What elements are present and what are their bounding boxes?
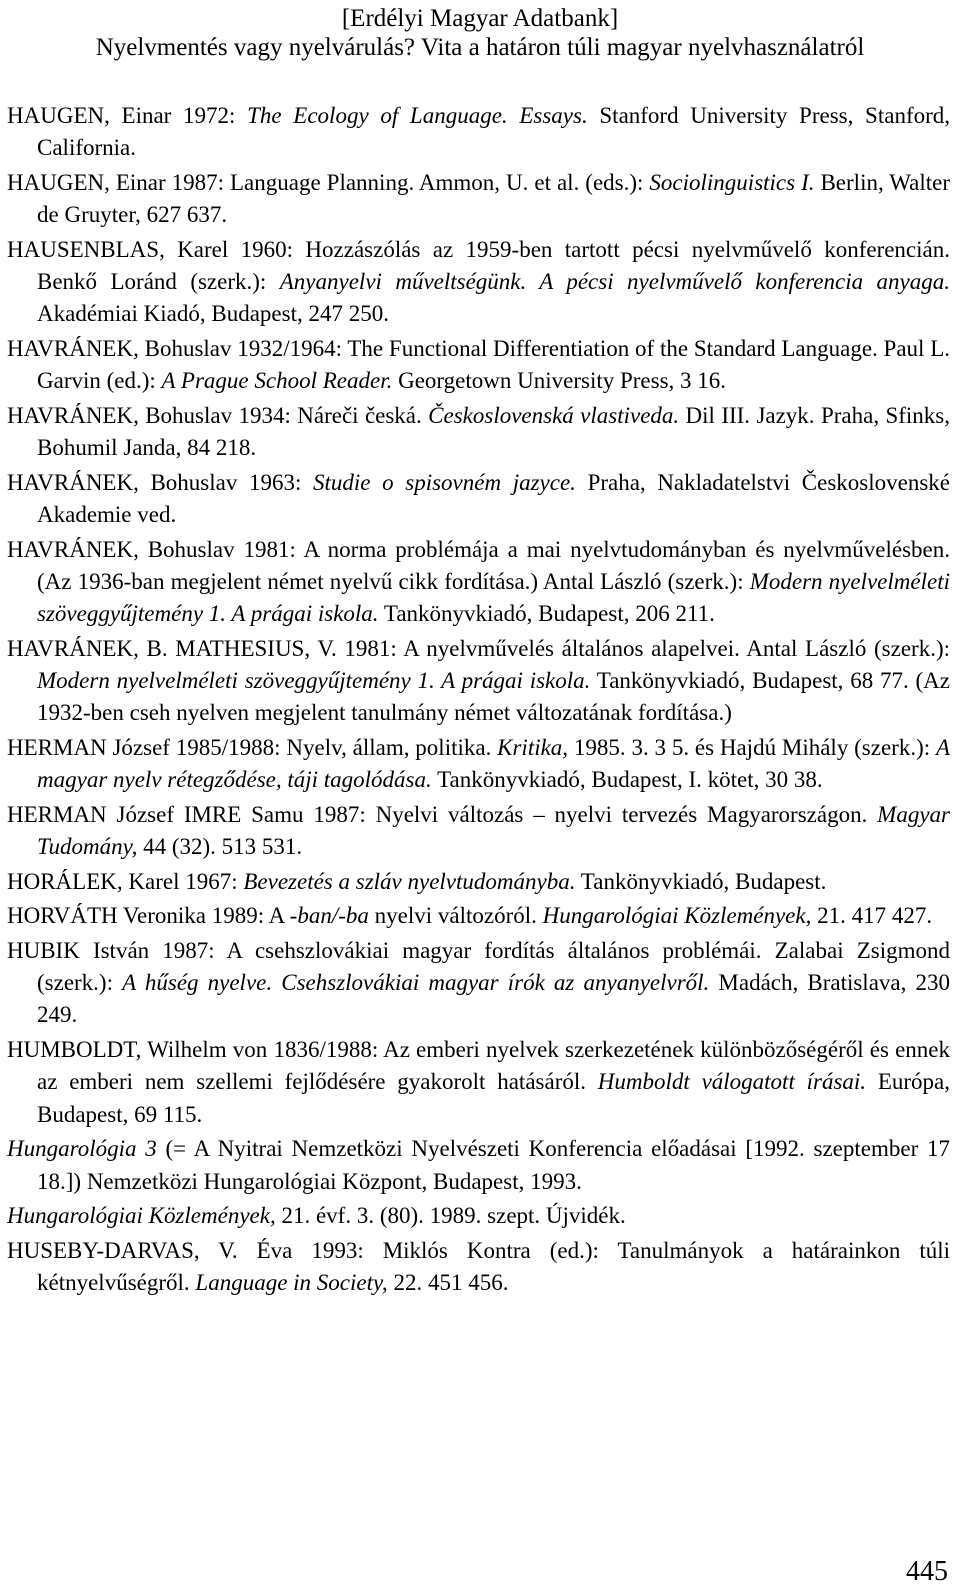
reference-entry [7,534,950,631]
reference-entry [7,866,950,898]
reference-entry [7,1034,950,1131]
reference-entry [7,234,950,331]
reference-text: HUSEBY-DARVAS, V. Éva 1993: Miklós Kontra (ed.): Tanulmányok a határainkon túli kétnyelvűségről. [7,1237,950,1296]
reference-italic-text: Československá vlastiveda. [428,402,680,428]
book-title: Nyelvmentés vagy nyelvárulás? Vita a határon túli magyar nyelvhasználatról [95,34,865,61]
reference-text: 21. évf. 3. (80). 1989. szept. Újvidék. [275,1203,626,1229]
reference-italic-text: A Prague School Reader. [161,368,393,394]
reference-italic-text: Magyar Tudomány, [37,801,950,859]
reference-text: HAUGEN, Einar 1972: [7,103,248,128]
reference-text: nyelvi változóról. [368,903,543,929]
reference-entry [7,633,950,730]
reference-entry [7,935,950,1032]
reference-italic-text: Sociolinguistics I. [649,169,815,195]
reference-italic-text: Language in Society, [195,1270,388,1296]
reference-italic-text: Studie o spisovném jazyce. [313,469,576,495]
reference-list [7,100,950,1302]
reference-text: HORÁLEK, Karel 1967: [7,868,244,894]
reference-text: HUBIK István 1987: A csehszlovákiai magyar fordítás általános problémái. Zalabai Zsigmond (szerk.): [7,938,950,996]
reference-entry [7,732,950,796]
reference-entry [7,1200,950,1232]
reference-text: HUMBOLDT, Wilhelm von 1836/1988: Az emberi nyelvek szerkezetének különbözőségéről és ennek az emberi nem szellemi fejlődésére gyakorolt hatásáról. [7,1037,950,1095]
reference-italic-text: A magyar nyelv rétegződése, táji tagolódása. [37,734,950,793]
reference-text: 21. 417 427. [811,903,933,929]
reference-text: Akadémiai Kiadó, Budapest, 247 250. [37,301,389,327]
reference-text: HAVRÁNEK, B. MATHESIUS, V. 1981: A nyelvművelés általános alapelvei. Antal László (szerk.): [7,635,950,661]
reference-entry [7,1133,950,1197]
reference-text: Tankönyvkiadó, Budapest. [575,868,827,894]
reference-text: HAVRÁNEK, Bohuslav 1934: Náreči česká. [7,402,429,428]
reference-text: HAUSENBLAS, Karel 1960: Hozzászólás az 1959-ben tartott pécsi nyelvművelő konferencián. Benkő Loránd (szerk.): [7,236,950,295]
reference-italic-text: Kritika, [497,734,569,760]
reference-entry [7,167,950,231]
reference-italic-text: Hungarológia 3 [7,1136,157,1162]
reference-text: HERMAN József 1985/1988: Nyelv, állam, politika. [7,734,498,760]
reference-text: Tankönyvkiadó, Budapest, I. kötet, 30 38. [431,767,823,793]
reference-italic-text: Anyanyelvi műveltségünk. A pécsi nyelvművelő konferencia anyaga. [279,269,951,295]
reference-text: Georgetown University Press, 3 16. [392,368,727,394]
document-header [0,4,960,62]
reference-text: 22. 451 456. [387,1270,509,1296]
reference-entry [7,400,950,464]
reference-text: HAVRÁNEK, Bohuslav 1932/1964: The Functional Differentiation of the Standard Language. Paul L. Garvin (ed.): [7,335,950,394]
reference-text: HERMAN József IMRE Samu 1987: Nyelvi változás – nyelvi tervezés Magyarországon. [7,801,878,827]
reference-italic-text: Hungarológiai Közlemények, [542,903,812,929]
reference-text: Stanford University Press, Stanford, California. [37,103,951,161]
reference-entry [7,1235,950,1299]
reference-italic-text: Humboldt válogatott írásai. [597,1069,867,1095]
reference-text: Madách, Bratislava, 230 249. [37,970,950,1028]
reference-text: Dil III. Jazyk. Praha, Sfinks, Bohumil Janda, 84 218. [37,402,950,461]
reference-entry [7,100,950,164]
page-number: 445 [906,1556,948,1587]
source-title: [Erdélyi Magyar Adatbank] [341,5,619,32]
reference-text: Európa, Budapest, 69 115. [37,1069,950,1127]
reference-italic-text: The Ecology of Language. Essays. [247,103,588,128]
reference-entry [7,900,950,932]
reference-text: (= A Nyitrai Nemzetközi Nyelvészeti Konferencia előadásai [1992. szeptember 17 18.]) Nemzetközi Hungarológiai Központ, Budapest, 1993. [37,1136,950,1194]
reference-text: Berlin, Walter de Gruyter, 627 637. [37,169,951,228]
reference-text: HAVRÁNEK, Bohuslav 1981: A norma problémája a mai nyelvtudományban és nyelvművelésben. (Az 1936-ban megjelent német nyelvű cikk fordítása.) Antal László (szerk.): [7,536,950,594]
reference-text: Praha, Nakladatelstvi Československé Akademie ved. [37,469,950,527]
reference-italic-text: Modern nyelvelméleti szöveggyűjtemény 1. A prágai iskola. [37,568,950,627]
reference-text: 1985. 3. 3 5. és Hajdú Mihály (szerk.): [568,734,936,760]
reference-text: Tankönyvkiadó, Budapest, 206 211. [378,601,715,627]
reference-italic-text: A hűség nyelve. Csehszlovákiai magyar írók az anyanyelvről. [122,970,710,996]
reference-entry [7,333,950,397]
reference-text: HAUGEN, Einar 1987: Language Planning. Ammon, U. et al. (eds.): [7,169,650,195]
reference-italic-text: Bevezetés a szláv nyelvtudományba. [243,868,576,894]
reference-italic-text: Hungarológiai Közlemények, [7,1203,276,1229]
reference-text: Tankönyvkiadó, Budapest, 68 77. (Az 1932-ben cseh nyelven megjelent tanulmány német változatának fordítása.) [37,667,951,726]
reference-text: HORVÁTH Veronika 1989: A [7,903,290,929]
reference-italic-text: -ban/-ba [289,903,369,929]
reference-entry [7,467,950,531]
reference-text: HAVRÁNEK, Bohuslav 1963: [7,469,314,495]
reference-italic-text: Modern nyelvelméleti szöveggyűjtemény 1. A prágai iskola. [37,667,591,693]
reference-text: 44 (32). 513 531. [137,833,303,859]
reference-entry [7,799,950,863]
